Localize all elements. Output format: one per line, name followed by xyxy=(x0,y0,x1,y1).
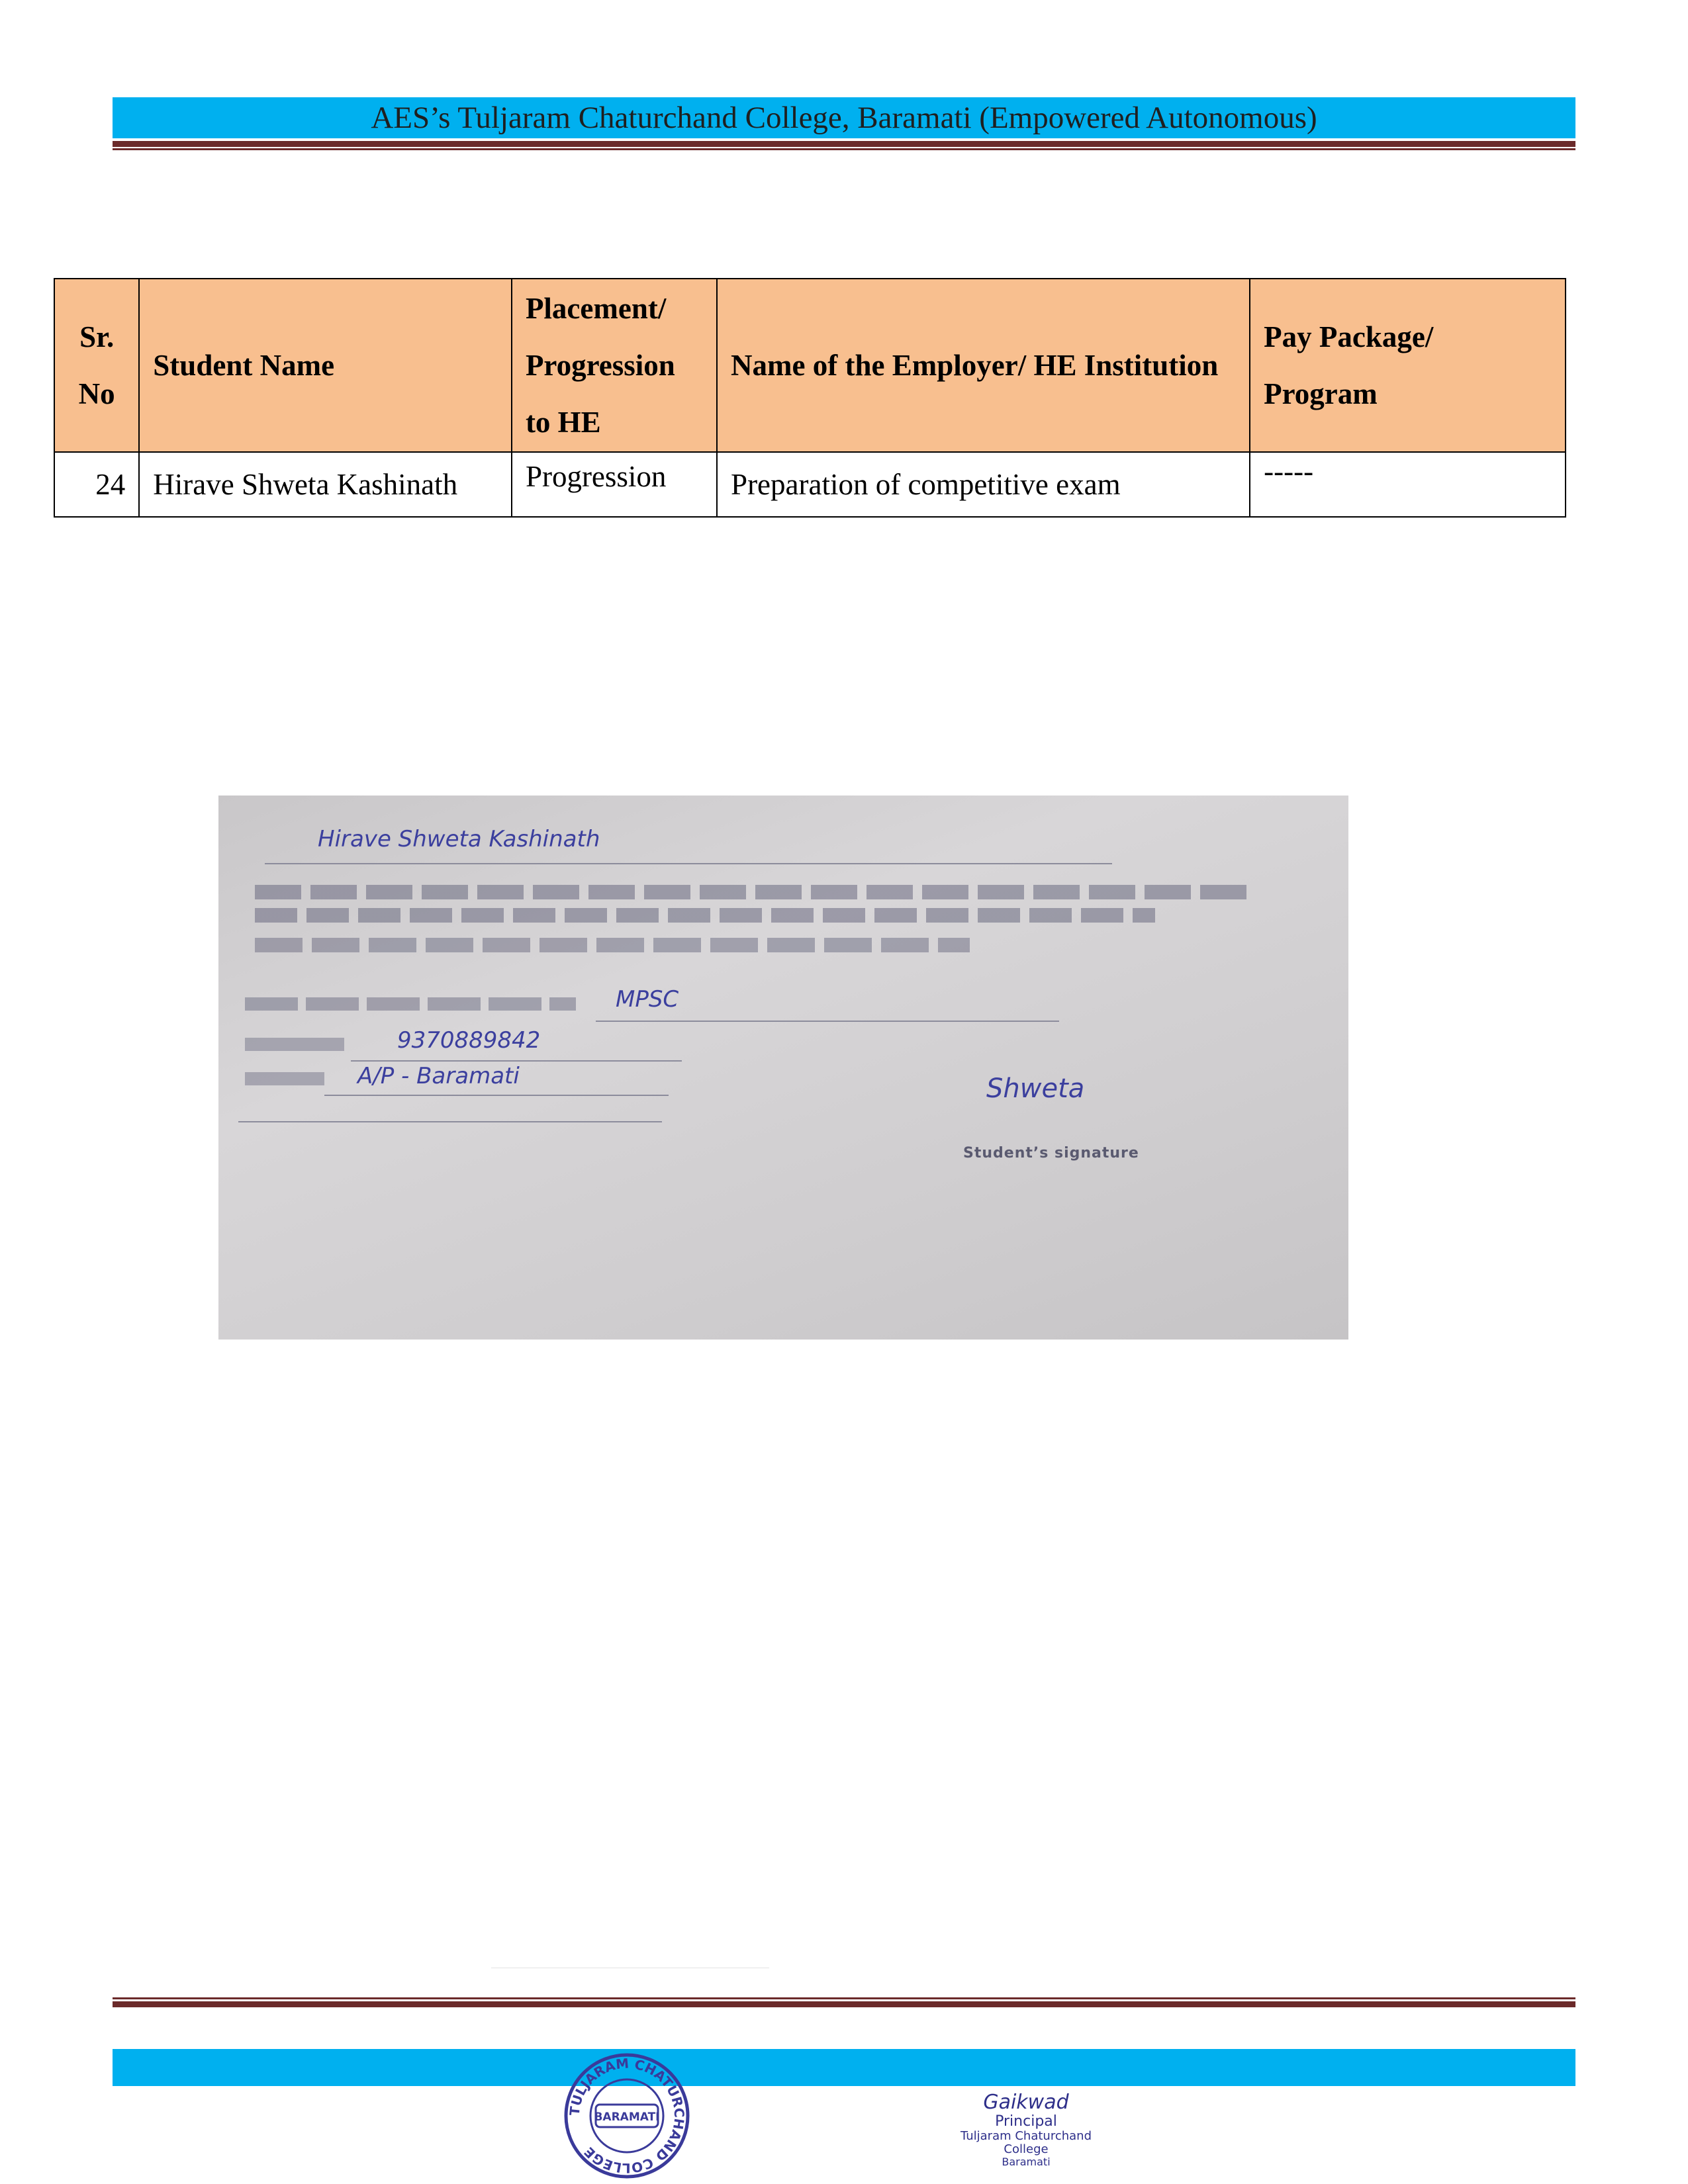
cell-placement: Progression xyxy=(512,452,717,517)
header-title: AES’s Tuljaram Chaturchand College, Baramati (Empowered Autonomous) xyxy=(371,101,1317,135)
progression-table xyxy=(54,278,1566,518)
cell-pay-package: ----- xyxy=(1250,452,1566,517)
photo-address-line xyxy=(324,1095,669,1096)
photo-name: Hirave Shweta Kashinath xyxy=(318,826,600,852)
photo-exam: MPSC xyxy=(616,986,679,1013)
photo-exam-line xyxy=(596,1021,1059,1022)
principal-signature: Gaikwad xyxy=(983,2091,1069,2114)
photo-mobile-line xyxy=(351,1060,682,1062)
header-employer: Name of the Employer/ HE Institution xyxy=(717,279,1250,452)
photo-mobile: 9370889842 xyxy=(397,1027,541,1054)
cell-student-name: Hirave Shweta Kashinath xyxy=(139,452,512,517)
header-pay-package: Pay Package/ Program xyxy=(1250,279,1566,452)
photo-printed-line xyxy=(255,938,970,952)
header-student-name: Student Name xyxy=(139,279,512,452)
photo-printed-line xyxy=(255,885,1248,899)
header-rule-thin xyxy=(113,148,1575,150)
photo-printed-line xyxy=(255,908,1155,923)
seal-ring-text: TULJARAM CHATURCHAND COLLEGE xyxy=(566,2055,688,2177)
declaration-photo xyxy=(218,796,1348,1340)
table-header-row xyxy=(54,279,1566,452)
photo-address-line xyxy=(238,1121,662,1122)
header-placement: Placement/ Progression to HE xyxy=(512,279,717,452)
header-sr-no: Sr. No xyxy=(54,279,139,452)
header-rule xyxy=(113,141,1575,147)
college-seal xyxy=(563,2052,691,2180)
photo-name-line xyxy=(265,863,1112,864)
photo-field-label xyxy=(245,1072,324,1085)
photo-signature: Shweta xyxy=(986,1073,1085,1104)
footer-rule xyxy=(113,2001,1575,2007)
photo-field-label xyxy=(245,1038,344,1051)
principal-title: Principal xyxy=(995,2113,1057,2130)
table-row xyxy=(54,452,1566,517)
photo-signature-label: Student’s signature xyxy=(963,1145,1139,1161)
cell-employer: Preparation of competitive exam xyxy=(717,452,1250,517)
footer-rule-thin xyxy=(113,1997,1575,1999)
principal-college: Tuljaram Chaturchand College xyxy=(960,2129,1092,2156)
principal-place: Baramati xyxy=(1002,2156,1051,2168)
cell-sr-no: 24 xyxy=(54,452,139,517)
footer-band xyxy=(113,2049,1575,2086)
seal-center-text: BARAMATI xyxy=(594,2111,660,2124)
photo-field-label xyxy=(245,997,576,1011)
principal-signature-block xyxy=(940,2091,1112,2168)
photo-address: A/P - Baramati xyxy=(357,1063,520,1089)
